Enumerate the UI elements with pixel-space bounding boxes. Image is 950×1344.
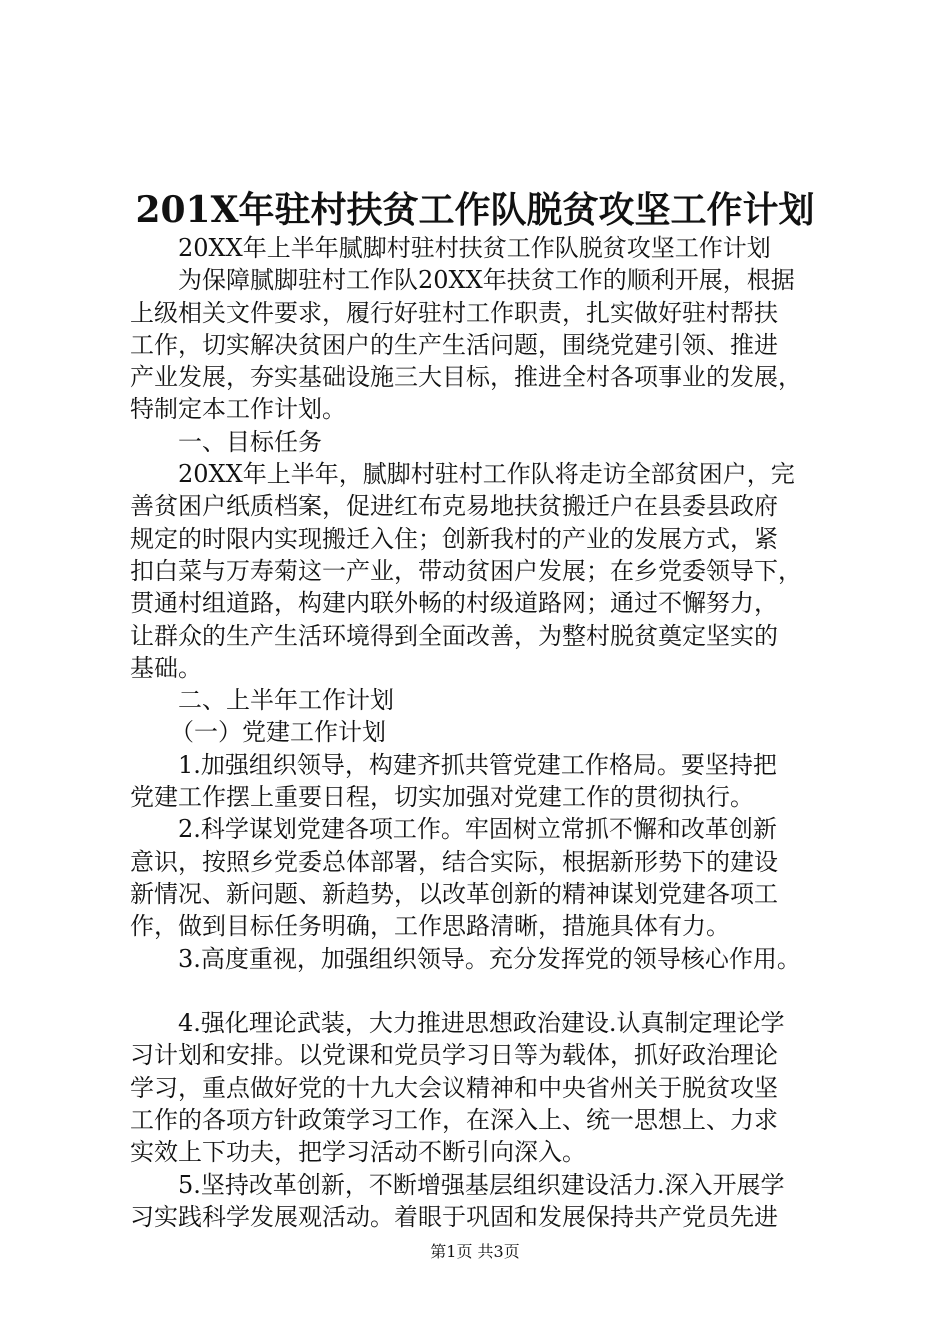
text-line: 产业发展，夯实基础设施三大目标，推进全村各项事业的发展，: [130, 363, 802, 392]
text-line: 为保障腻脚驻村工作队20XX年扶贫工作的顺利开展，根据: [178, 266, 795, 295]
text-line: 意识，按照乡党委总体部署，结合实际，根据新形势下的建设: [130, 847, 778, 876]
text-line: 实效上下功夫，把学习活动不断引向深入。: [130, 1138, 586, 1167]
blank-line: [130, 975, 850, 1007]
text-line: 习计划和安排。以党课和党员学习日等为载体，抓好政治理论: [130, 1041, 778, 1070]
text-line: 贯通村组道路，构建内联外畅的村级道路网；通过不懈努力，: [130, 589, 778, 618]
text-line: 工作，切实解决贫困户的生产生活问题，围绕党建引领、推进: [130, 330, 778, 359]
text-line: 1.加强组织领导，构建齐抓共管党建工作格局。要坚持把: [178, 750, 777, 779]
document-body: [130, 232, 850, 1233]
text-line: 2.科学谋划党建各项工作。牢固树立常抓不懈和改革创新: [178, 815, 777, 844]
text-line: 工作的各项方针政策学习工作，在深入上、统一思想上、力求: [130, 1106, 778, 1135]
subsection-heading: （一）党建工作计划: [170, 718, 386, 747]
text-line: 规定的时限内实现搬迁入住；创新我村的产业的发展方式，紧: [130, 524, 778, 553]
text-line: 扣白菜与万寿菊这一产业，带动贫困户发展；在乡党委领导下，: [130, 556, 802, 585]
text-line: 基础。: [130, 653, 202, 682]
text-line: 3.高度重视，加强组织领导。充分发挥党的领导核心作用。: [178, 944, 801, 973]
section-heading: 一、目标任务: [178, 427, 322, 456]
text-line: 上级相关文件要求，履行好驻村工作职责，扎实做好驻村帮扶: [130, 298, 778, 327]
text-line: 5.坚持改革创新，不断增强基层组织建设活力.深入开展学: [178, 1170, 785, 1199]
text-line: 特制定本工作计划。: [130, 395, 346, 424]
page-number: 第1页 共3页: [430, 1242, 520, 1261]
text-line: 20XX年上半年腻脚村驻村扶贫工作队脱贫攻坚工作计划: [178, 234, 771, 262]
document-title: 201X年驻村扶贫工作队脱贫攻坚工作计划: [135, 189, 815, 231]
text-line: 学习，重点做好党的十九大会议精神和中央省州关于脱贫攻坚: [130, 1073, 778, 1102]
text-line: 新情况、新问题、新趋势，以改革创新的精神谋划党建各项工: [130, 879, 778, 908]
text-line: 习实践科学发展观活动。着眼于巩固和发展保持共产党员先进: [130, 1202, 778, 1231]
text-line: 党建工作摆上重要日程，切实加强对党建工作的贯彻执行。: [130, 783, 754, 812]
text-line: 作，做到目标任务明确，工作思路清晰，措施具体有力。: [130, 912, 730, 941]
text-line: 4.强化理论武装，大力推进思想政治建设.认真制定理论学: [178, 1009, 785, 1038]
section-heading: 二、上半年工作计划: [178, 686, 394, 715]
text-line: 20XX年上半年，腻脚村驻村工作队将走访全部贫困户，完: [178, 460, 795, 489]
text-line: 让群众的生产生活环境得到全面改善，为整村脱贫奠定坚实的: [130, 621, 778, 650]
text-line: 善贫困户纸质档案，促进红布克易地扶贫搬迁户在县委县政府: [130, 492, 778, 521]
